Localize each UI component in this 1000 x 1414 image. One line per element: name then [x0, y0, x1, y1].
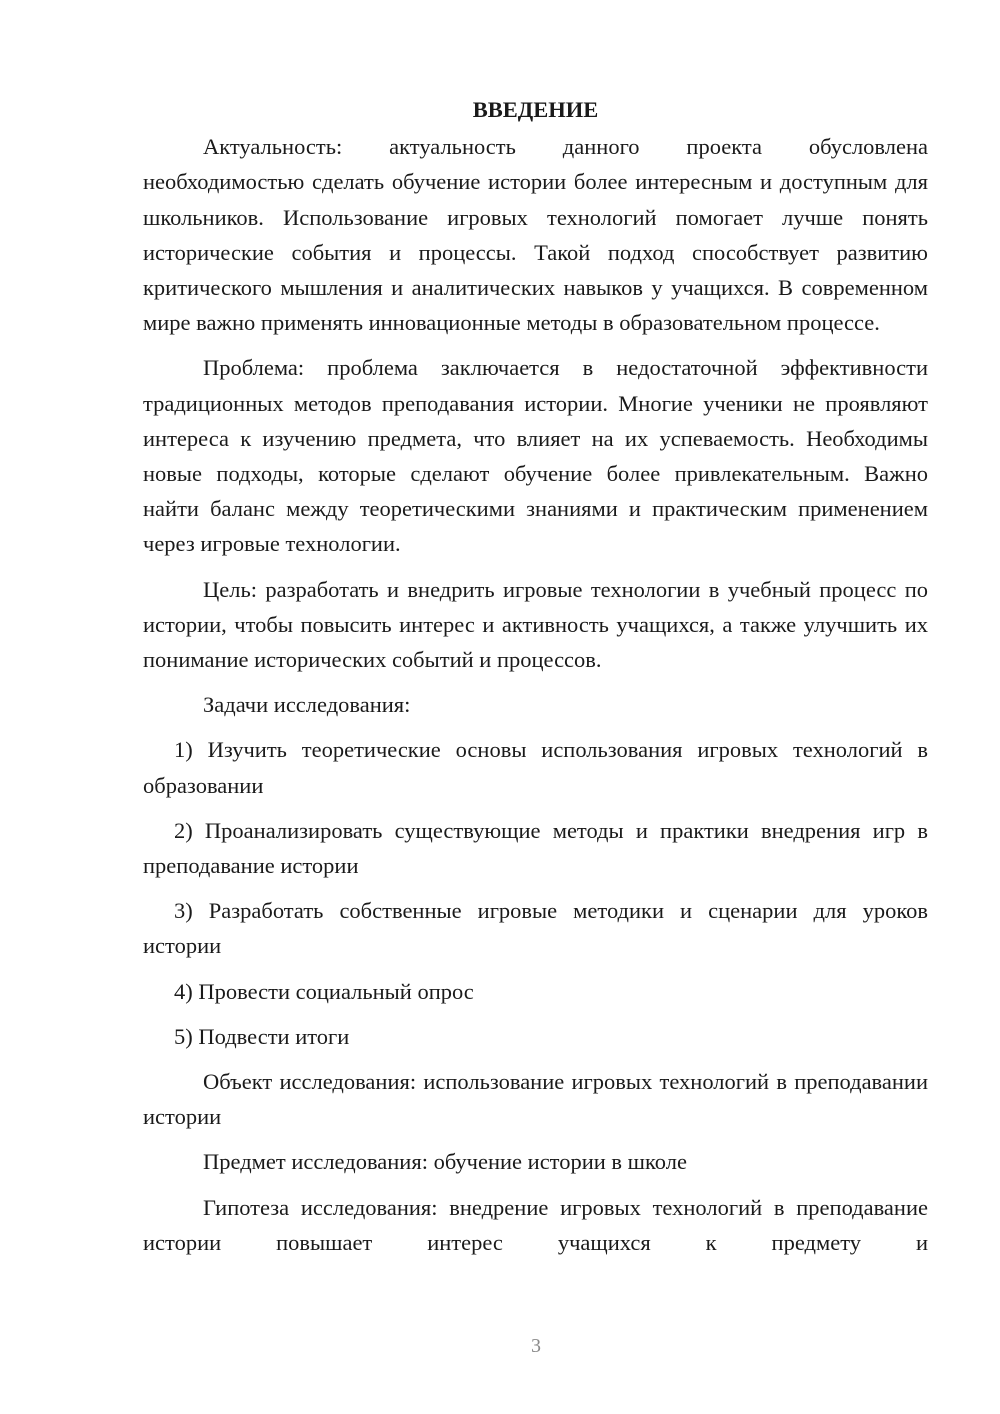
relevance-paragraph: Актуальность: актуальность данного проекта обусловлена необходимостью сделать обучение истории более интересным и доступным для школьников. Использование игровых технологий помогает лучше понять исторические события и процессы. Такой подход способствует развитию критического мышления и аналитических навыков у учащихся. В современном мире важно применять инновационные методы в образовательном процессе. [143, 134, 928, 336]
hypothesis-paragraph: Гипотеза исследования: внедрение игровых технологий в преподавание истории повышает интерес учащихся к предмету и [143, 1194, 928, 1255]
task-item-5: 5) Подвести итоги [174, 1023, 350, 1049]
object-paragraph: Объект исследования: использование игровых технологий в преподавании истории [143, 1069, 928, 1130]
tasks-heading: Задачи исследования: [203, 692, 411, 718]
task-item-2: 2) Проанализировать существующие методы и практики внедрения игр в преподавание истории [143, 817, 928, 879]
problem-paragraph: Проблема: проблема заключается в недостаточной эффективности традиционных методов преподавания истории. Многие ученики не проявляют интереса к изучению предмета, что влияет на их успеваемость. Необходимы новые подходы, которые сделают обучение более привлекательным. Важно найти баланс между теоретическими знаниями и практическим применением через игровые технологии. [143, 355, 928, 557]
page-number: 3 [531, 1335, 541, 1357]
goal-paragraph: Цель: разработать и внедрить игровые технологии в учебный процесс по истории, чтобы повысить интерес и активность учащихся, а также улучшить их понимание исторических событий и процессов. [143, 576, 928, 673]
task-item-4: 4) Провести социальный опрос [174, 978, 474, 1004]
section-title: ВВЕДЕНИЕ [472, 97, 599, 122]
page-body [143, 92, 928, 1270]
subject-paragraph: Предмет исследования: обучение истории в школе [203, 1149, 687, 1175]
task-item-3: 3) Разработать собственные игровые методики и сценарии для уроков истории [143, 898, 928, 959]
task-item-1: 1) Изучить теоретические основы использования игровых технологий в образовании [143, 737, 928, 798]
